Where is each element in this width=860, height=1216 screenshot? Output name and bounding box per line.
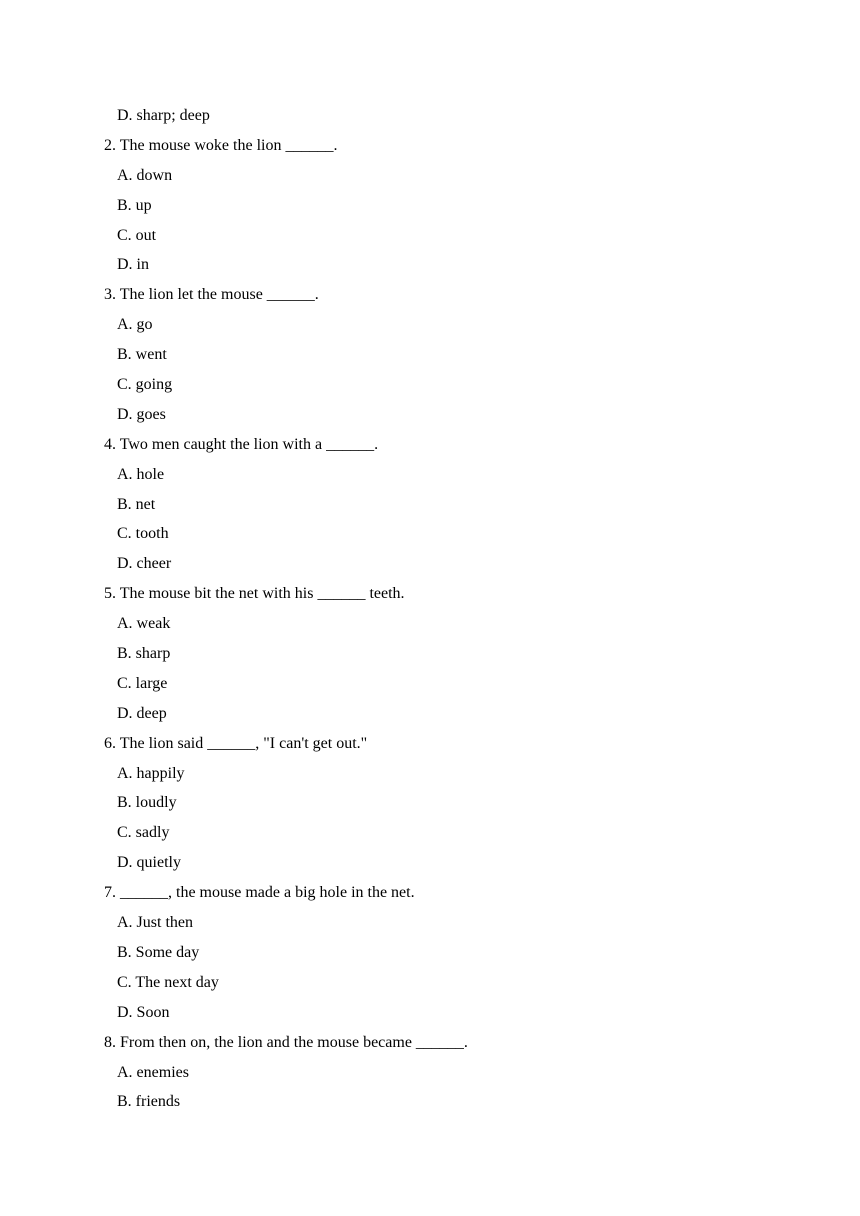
option-q5-b: B. sharp [117, 645, 171, 663]
option-q7-b: B. Some day [117, 943, 200, 961]
question-3: 3. The lion let the mouse ______. [104, 286, 319, 304]
option-q6-d: D. quietly [117, 854, 181, 872]
option-q5-c: C. large [117, 674, 168, 692]
option-q7-c: C. The next day [117, 973, 219, 991]
option-q6-b: B. loudly [117, 794, 177, 812]
question-2: 2. The mouse woke the lion ______. [104, 136, 338, 154]
option-q2-a: A. down [117, 166, 173, 184]
option-q3-d: D. goes [117, 405, 166, 423]
option-q3-c: C. going [117, 376, 173, 394]
option-q7-d: D. Soon [117, 1003, 170, 1021]
option-q4-a: A. hole [117, 465, 165, 483]
option-q8-a: A. enemies [117, 1063, 189, 1081]
option-q4-c: C. tooth [117, 525, 169, 543]
question-7: 7. ______, the mouse made a big hole in the net. [104, 884, 415, 902]
question-5: 5. The mouse bit the net with his ______ teeth. [104, 585, 405, 603]
option-q5-a: A. weak [117, 615, 171, 633]
option-q5-d: D. deep [117, 704, 167, 722]
option-q3-a: A. go [117, 316, 153, 334]
option-q4-d: D. cheer [117, 555, 172, 573]
option-q2-c: C. out [117, 226, 157, 244]
question-4: 4. Two men caught the lion with a ______. [104, 435, 379, 453]
option-q2-d: D. in [117, 256, 149, 274]
option-q6-a: A. happily [117, 764, 185, 782]
question-6: 6. The lion said ______, "I can't get out." [104, 734, 368, 752]
option-q1-d: D. sharp; deep [117, 107, 210, 124]
question-8: 8. From then on, the lion and the mouse became ______. [104, 1033, 468, 1051]
document-page [0, 101, 860, 1117]
option-q2-b: B. up [117, 196, 152, 214]
option-q4-b: B. net [117, 495, 156, 513]
option-q7-a: A. Just then [117, 914, 193, 932]
option-q6-c: C. sadly [117, 824, 170, 842]
option-q8-b: B. friends [117, 1093, 181, 1111]
option-q3-b: B. went [117, 346, 167, 364]
